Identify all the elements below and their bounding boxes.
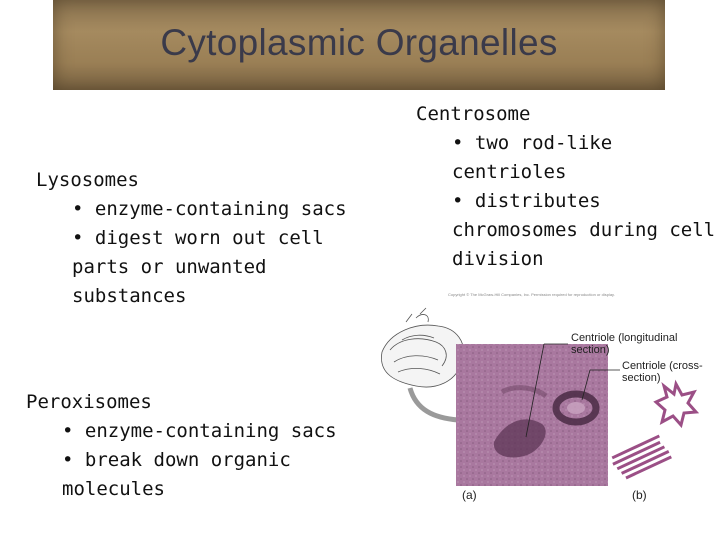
centrosome-bullet-1: • two rod-like centrioles xyxy=(452,132,613,183)
centrosome-figure xyxy=(376,292,708,510)
centriole-cross-section-icon xyxy=(656,384,696,425)
lysosomes-section xyxy=(36,166,356,311)
peroxisomes-section xyxy=(26,388,366,504)
lysosomes-bullet-1: • enzyme-containing sacs xyxy=(72,198,347,220)
centriole-bundle-icon xyxy=(610,435,671,480)
panel-label-b: (b) xyxy=(632,488,647,502)
lysosomes-heading: Lysosomes xyxy=(36,169,139,191)
label-centriole-longitudinal: Centriole (longitudinal section) xyxy=(571,332,678,356)
label-centriole-cross: Centriole (cross-section) xyxy=(622,360,703,384)
micrograph-panel xyxy=(456,344,608,486)
centrosome-illustration xyxy=(376,292,708,510)
peroxisomes-heading: Peroxisomes xyxy=(26,391,152,413)
figure-copyright-caption: Copyright © The McGraw-Hill Companies, Inc. Permission required for reproduction or display. xyxy=(448,292,615,297)
cell-sketch xyxy=(381,308,463,387)
centrosome-bullet-2: • distributes chromosomes during cell division xyxy=(452,190,716,270)
slide-title: Cytoplasmic Organelles xyxy=(160,22,558,63)
centrosome-section xyxy=(416,100,716,274)
arrow-curve xyxy=(410,388,458,420)
title-bar xyxy=(53,0,665,90)
lysosomes-bullet-2: • digest worn out cell parts or unwanted substances xyxy=(72,227,324,307)
panel-label-a: (a) xyxy=(462,488,477,502)
peroxisomes-bullet-2: • break down organic molecules xyxy=(62,449,291,500)
peroxisomes-bullet-1: • enzyme-containing sacs xyxy=(62,420,337,442)
centrosome-heading: Centrosome xyxy=(416,103,531,125)
